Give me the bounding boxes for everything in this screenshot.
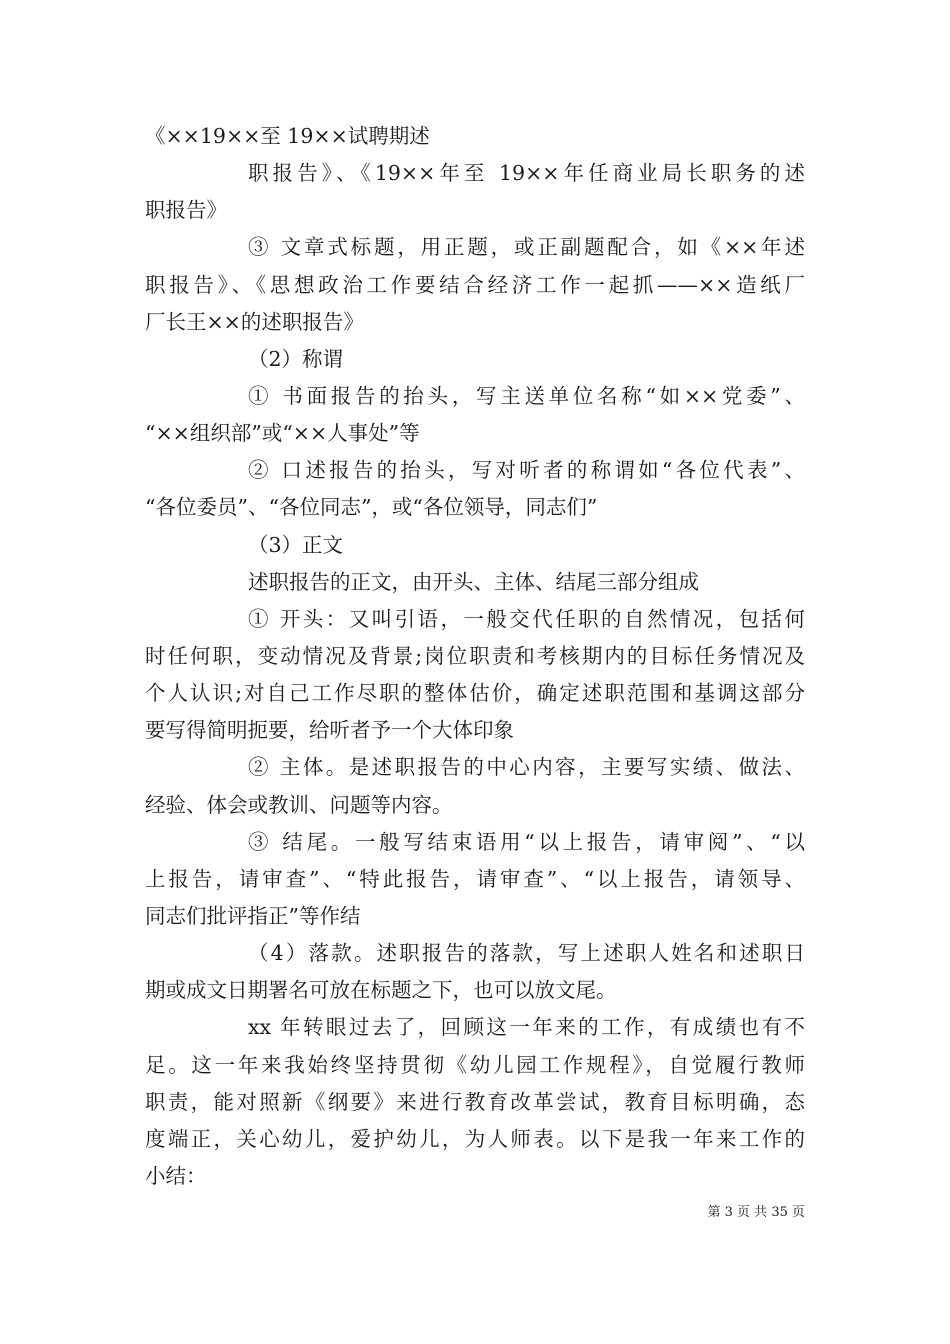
text-line: ① 书面报告的抬头，写主送单位名称“如××党委”、 — [248, 383, 805, 408]
text-line: “××组织部”或“××人事处”等 — [145, 421, 420, 446]
text-line: ③ 文章式标题，用正题，或正副题配合，如《××年述 — [248, 235, 805, 260]
text-line: 个人认识;对自己工作尽职的整体估价，确定述职范围和基调这部分 — [145, 681, 805, 706]
text-line: 足。这一年来我始终坚持贯彻《幼儿园工作规程》，自觉履行教师 — [145, 1052, 805, 1077]
section-heading: （4）落款。述职报告的落款，写上述职人姓名和述职日 — [248, 941, 805, 966]
text-line: 职报告》 — [145, 198, 227, 223]
text-line: 厂长王××的述职报告》 — [145, 309, 364, 334]
text-line: 职报告》、《19××年至 19××年任商业局长职务的述 — [248, 161, 805, 186]
text-line: 度端正，关心幼儿，爱护幼儿，为人师表。以下是我一年来工作的 — [145, 1126, 805, 1151]
text-line: ② 口述报告的抬头，写对听者的称谓如“各位代表”、 — [248, 458, 805, 483]
text-line: 《××19××至 19××试聘期述 — [145, 124, 430, 148]
text-line: 时任何职，变动情况及背景;岗位职责和考核期内的目标任务情况及 — [145, 643, 805, 668]
section-heading: （2）称谓 — [248, 346, 344, 371]
text-line: 同志们批评指正”等作结 — [145, 903, 361, 928]
text-line: 上报告，请审查”、“特此报告，请审查”、“以上报告，请领导、 — [145, 866, 805, 891]
text-line: xx 年转眼过去了，回顾这一年来的工作，有成绩也有不 — [248, 1015, 805, 1040]
text-line: 小结： — [145, 1163, 207, 1188]
text-line: ① 开头：又叫引语，一般交代任职的自然情况，包括何 — [248, 606, 805, 631]
section-heading: （3）正文 — [248, 532, 344, 557]
text-line: ③ 结尾。一般写结束语用“以上报告，请审阅”、“以 — [248, 829, 805, 854]
text-line: 职责，能对照新《纲要》来进行教育改革尝试，教育目标明确，态 — [145, 1089, 805, 1114]
text-line: 述职报告的正文，由开头、主体、结尾三部分组成 — [248, 569, 699, 594]
text-line: ② 主体。是述职报告的中心内容，主要写实绩、做法、 — [248, 755, 805, 780]
text-line: 要写得简明扼要，给听者予一个大体印象 — [145, 718, 514, 743]
text-line: 期或成文日期署名可放在标题之下，也可以放文尾。 — [145, 978, 617, 1003]
page-number-footer: 第 3 页 共 35 页 — [707, 1205, 805, 1220]
text-line: “各位委员”、“各位同志”，或“各位领导，同志们” — [145, 495, 598, 520]
text-line: 经验、体会或教训、问题等内容。 — [145, 792, 453, 817]
text-line: 职报告》、《思想政治工作要结合经济工作一起抓——××造纸厂 — [145, 272, 805, 297]
document-body — [145, 118, 805, 1195]
